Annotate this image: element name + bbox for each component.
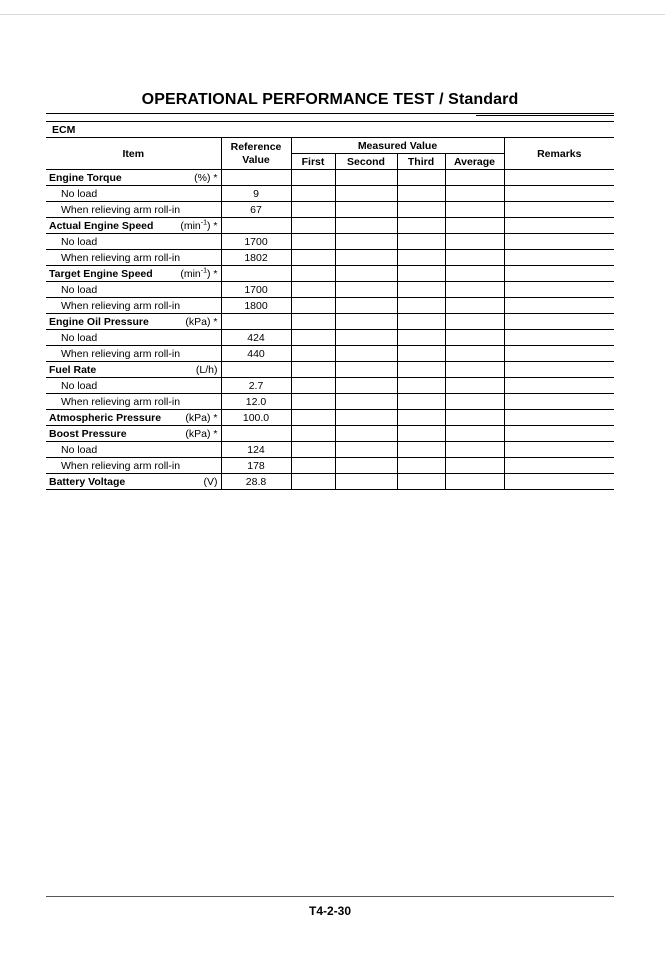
condition-label: When relieving arm roll-in: [46, 394, 221, 410]
measurement-cell: [445, 298, 504, 314]
reference-value: 424: [221, 330, 291, 346]
table-row: [46, 442, 614, 458]
measurement-cell: [504, 458, 614, 474]
section-label: ECM: [46, 122, 614, 138]
measurement-cell: [504, 298, 614, 314]
measurement-cell: [397, 474, 445, 490]
measurement-cell: [504, 186, 614, 202]
unit-label: $(\min^{-1})$ *: [180, 267, 218, 280]
condition-label: No load: [46, 234, 221, 250]
header-remarks: Remarks: [504, 138, 614, 170]
condition-label: When relieving arm roll-in: [46, 298, 221, 314]
measurement-cell: [397, 330, 445, 346]
measurement-cell: [445, 218, 504, 234]
group-name: Actual Engine Speed: [49, 219, 154, 232]
group-label: [46, 266, 221, 282]
table-row: [46, 330, 614, 346]
group-name: Atmospheric Pressure: [49, 411, 162, 424]
measurement-cell: [335, 442, 397, 458]
measurement-cell: [445, 266, 504, 282]
group-label: [46, 170, 221, 186]
measurement-cell: [504, 170, 614, 186]
measurement-cell: [291, 218, 335, 234]
reference-value: 440: [221, 346, 291, 362]
measurement-cell: [335, 426, 397, 442]
header-third: Third: [397, 154, 445, 170]
table-row: [46, 346, 614, 362]
measurement-cell: [397, 202, 445, 218]
group-row: [46, 362, 614, 378]
group-name: Engine Torque: [49, 171, 122, 184]
measurement-cell: [291, 234, 335, 250]
condition-label: When relieving arm roll-in: [46, 458, 221, 474]
measurement-cell: [397, 234, 445, 250]
measurement-cell: [504, 250, 614, 266]
measurement-cell: [445, 442, 504, 458]
measurement-cell: [291, 314, 335, 330]
measurement-cell: [504, 314, 614, 330]
measurement-cell: [445, 378, 504, 394]
measurement-cell: [291, 378, 335, 394]
measurement-cell: [335, 234, 397, 250]
measurement-cell: [504, 330, 614, 346]
header-item: Item: [46, 138, 221, 170]
measurement-cell: [291, 250, 335, 266]
condition-label: No load: [46, 186, 221, 202]
table-row: [46, 378, 614, 394]
header-second: Second: [335, 154, 397, 170]
measurement-cell: [291, 170, 335, 186]
measurement-cell: [445, 474, 504, 490]
condition-label: When relieving arm roll-in: [46, 250, 221, 266]
measurement-cell: [397, 410, 445, 426]
table-row: [46, 458, 614, 474]
unit-label: $(\min^{-1})$ *: [180, 219, 218, 232]
measurement-cell: [335, 378, 397, 394]
condition-label: No load: [46, 330, 221, 346]
table-row: [46, 394, 614, 410]
condition-label: No load: [46, 282, 221, 298]
measurement-cell: [397, 378, 445, 394]
measurement-cell: [397, 298, 445, 314]
group-name: Fuel Rate: [49, 363, 97, 376]
measurement-cell: [397, 442, 445, 458]
unit-label: (kPa) *: [185, 411, 218, 424]
measurement-cell: [291, 410, 335, 426]
reference-value: [221, 314, 291, 330]
measurement-cell: [291, 362, 335, 378]
measurement-cell: [335, 186, 397, 202]
group-row: [46, 218, 614, 234]
measurement-cell: [397, 314, 445, 330]
measurement-cell: [397, 458, 445, 474]
measurement-cell: [291, 394, 335, 410]
unit-label: (L/h): [195, 363, 218, 376]
measurement-cell: [335, 410, 397, 426]
measurement-cell: [291, 202, 335, 218]
measurement-cell: [335, 266, 397, 282]
group-row: [46, 426, 614, 442]
unit-label: (%) *: [194, 171, 218, 184]
measurement-cell: [504, 410, 614, 426]
measurement-cell: [504, 378, 614, 394]
measurement-cell: [335, 330, 397, 346]
measurement-cell: [445, 394, 504, 410]
measurement-cell: [291, 186, 335, 202]
header-measured: Measured Value: [291, 138, 504, 154]
reference-value: 67: [221, 202, 291, 218]
measurement-cell: [291, 266, 335, 282]
reference-value: 1802: [221, 250, 291, 266]
measurement-cell: [504, 346, 614, 362]
page-number: T4-2-30: [308, 904, 352, 918]
measurement-cell: [445, 234, 504, 250]
table-row: [46, 202, 614, 218]
measurement-cell: [504, 362, 614, 378]
measurement-cell: [445, 202, 504, 218]
group-row: [46, 474, 614, 490]
measurement-cell: [397, 218, 445, 234]
measurement-cell: [504, 266, 614, 282]
group-name: Battery Voltage: [49, 475, 126, 488]
measurement-cell: [504, 282, 614, 298]
measurement-cell: [335, 250, 397, 266]
reference-value: [221, 218, 291, 234]
measurement-cell: [397, 394, 445, 410]
measurement-cell: [291, 442, 335, 458]
group-label: [46, 314, 221, 330]
measurement-cell: [445, 330, 504, 346]
measurement-cell: [335, 202, 397, 218]
reference-value: [221, 362, 291, 378]
measurement-cell: [445, 170, 504, 186]
measurement-cell: [291, 426, 335, 442]
measurement-cell: [504, 442, 614, 458]
reference-value: 178: [221, 458, 291, 474]
measurement-cell: [397, 282, 445, 298]
measurement-cell: [504, 202, 614, 218]
header-average: Average: [445, 154, 504, 170]
measurement-cell: [504, 218, 614, 234]
condition-label: No load: [46, 378, 221, 394]
reference-value: 1800: [221, 298, 291, 314]
reference-value: [221, 170, 291, 186]
measurement-cell: [445, 346, 504, 362]
measurement-cell: [445, 186, 504, 202]
header-first: First: [291, 154, 335, 170]
measurement-cell: [504, 474, 614, 490]
header-row-1: [46, 138, 614, 154]
reference-value: 100.0: [221, 410, 291, 426]
measurement-cell: [335, 474, 397, 490]
measurement-cell: [335, 314, 397, 330]
group-row: [46, 314, 614, 330]
reference-value: 9: [221, 186, 291, 202]
measurement-cell: [335, 218, 397, 234]
reference-value: 12.0: [221, 394, 291, 410]
measurement-cell: [397, 346, 445, 362]
group-name: Engine Oil Pressure: [49, 315, 149, 328]
reference-value: 1700: [221, 234, 291, 250]
measurement-cell: [445, 314, 504, 330]
measurement-cell: [445, 362, 504, 378]
measurement-cell: [291, 330, 335, 346]
measurement-cell: [445, 250, 504, 266]
reference-value: [221, 266, 291, 282]
group-row: [46, 266, 614, 282]
reference-value: 2.7: [221, 378, 291, 394]
table-row: [46, 282, 614, 298]
measurement-cell: [445, 410, 504, 426]
title-rule: [46, 113, 614, 115]
group-row: [46, 170, 614, 186]
measurement-cell: [291, 458, 335, 474]
measurement-cell: [445, 282, 504, 298]
measurement-cell: [335, 394, 397, 410]
measurement-cell: [335, 298, 397, 314]
condition-label: No load: [46, 442, 221, 458]
unit-label: (kPa) *: [185, 427, 218, 440]
group-row: [46, 410, 614, 426]
table-row: [46, 186, 614, 202]
measurement-cell: [397, 170, 445, 186]
measurement-cell: [335, 362, 397, 378]
measurement-cell: [445, 458, 504, 474]
measurement-cell: [397, 426, 445, 442]
reference-value: 1700: [221, 282, 291, 298]
group-label: [46, 426, 221, 442]
reference-value: 124: [221, 442, 291, 458]
measurement-cell: [397, 186, 445, 202]
measurement-cell: [335, 282, 397, 298]
unit-label: (V): [203, 475, 218, 488]
measurement-cell: [504, 426, 614, 442]
section-row: [46, 122, 614, 138]
measurement-cell: [397, 266, 445, 282]
measurement-cell: [445, 426, 504, 442]
reference-value: 28.8: [221, 474, 291, 490]
measurement-cell: [335, 170, 397, 186]
group-name: Target Engine Speed: [49, 267, 153, 280]
reference-value: [221, 426, 291, 442]
group-label: [46, 218, 221, 234]
header-reference: Reference Value: [221, 138, 291, 170]
group-label: [46, 410, 221, 426]
measurement-cell: [291, 474, 335, 490]
page-title: OPERATIONAL PERFORMANCE TEST / Standard: [141, 91, 519, 108]
performance-table: [46, 121, 614, 490]
measurement-cell: [291, 298, 335, 314]
top-rule: [0, 14, 665, 15]
measurement-cell: [291, 282, 335, 298]
group-name: Boost Pressure: [49, 427, 127, 440]
measurement-cell: [397, 250, 445, 266]
condition-label: When relieving arm roll-in: [46, 202, 221, 218]
group-label: [46, 362, 221, 378]
table-row: [46, 234, 614, 250]
measurement-cell: [397, 362, 445, 378]
measurement-cell: [291, 346, 335, 362]
unit-label: (kPa) *: [185, 315, 218, 328]
measurement-cell: [335, 346, 397, 362]
table-row: [46, 250, 614, 266]
condition-label: When relieving arm roll-in: [46, 346, 221, 362]
measurement-cell: [335, 458, 397, 474]
measurement-cell: [504, 394, 614, 410]
measurement-cell: [504, 234, 614, 250]
table-row: [46, 298, 614, 314]
group-label: [46, 474, 221, 490]
bottom-rule: [46, 896, 614, 897]
